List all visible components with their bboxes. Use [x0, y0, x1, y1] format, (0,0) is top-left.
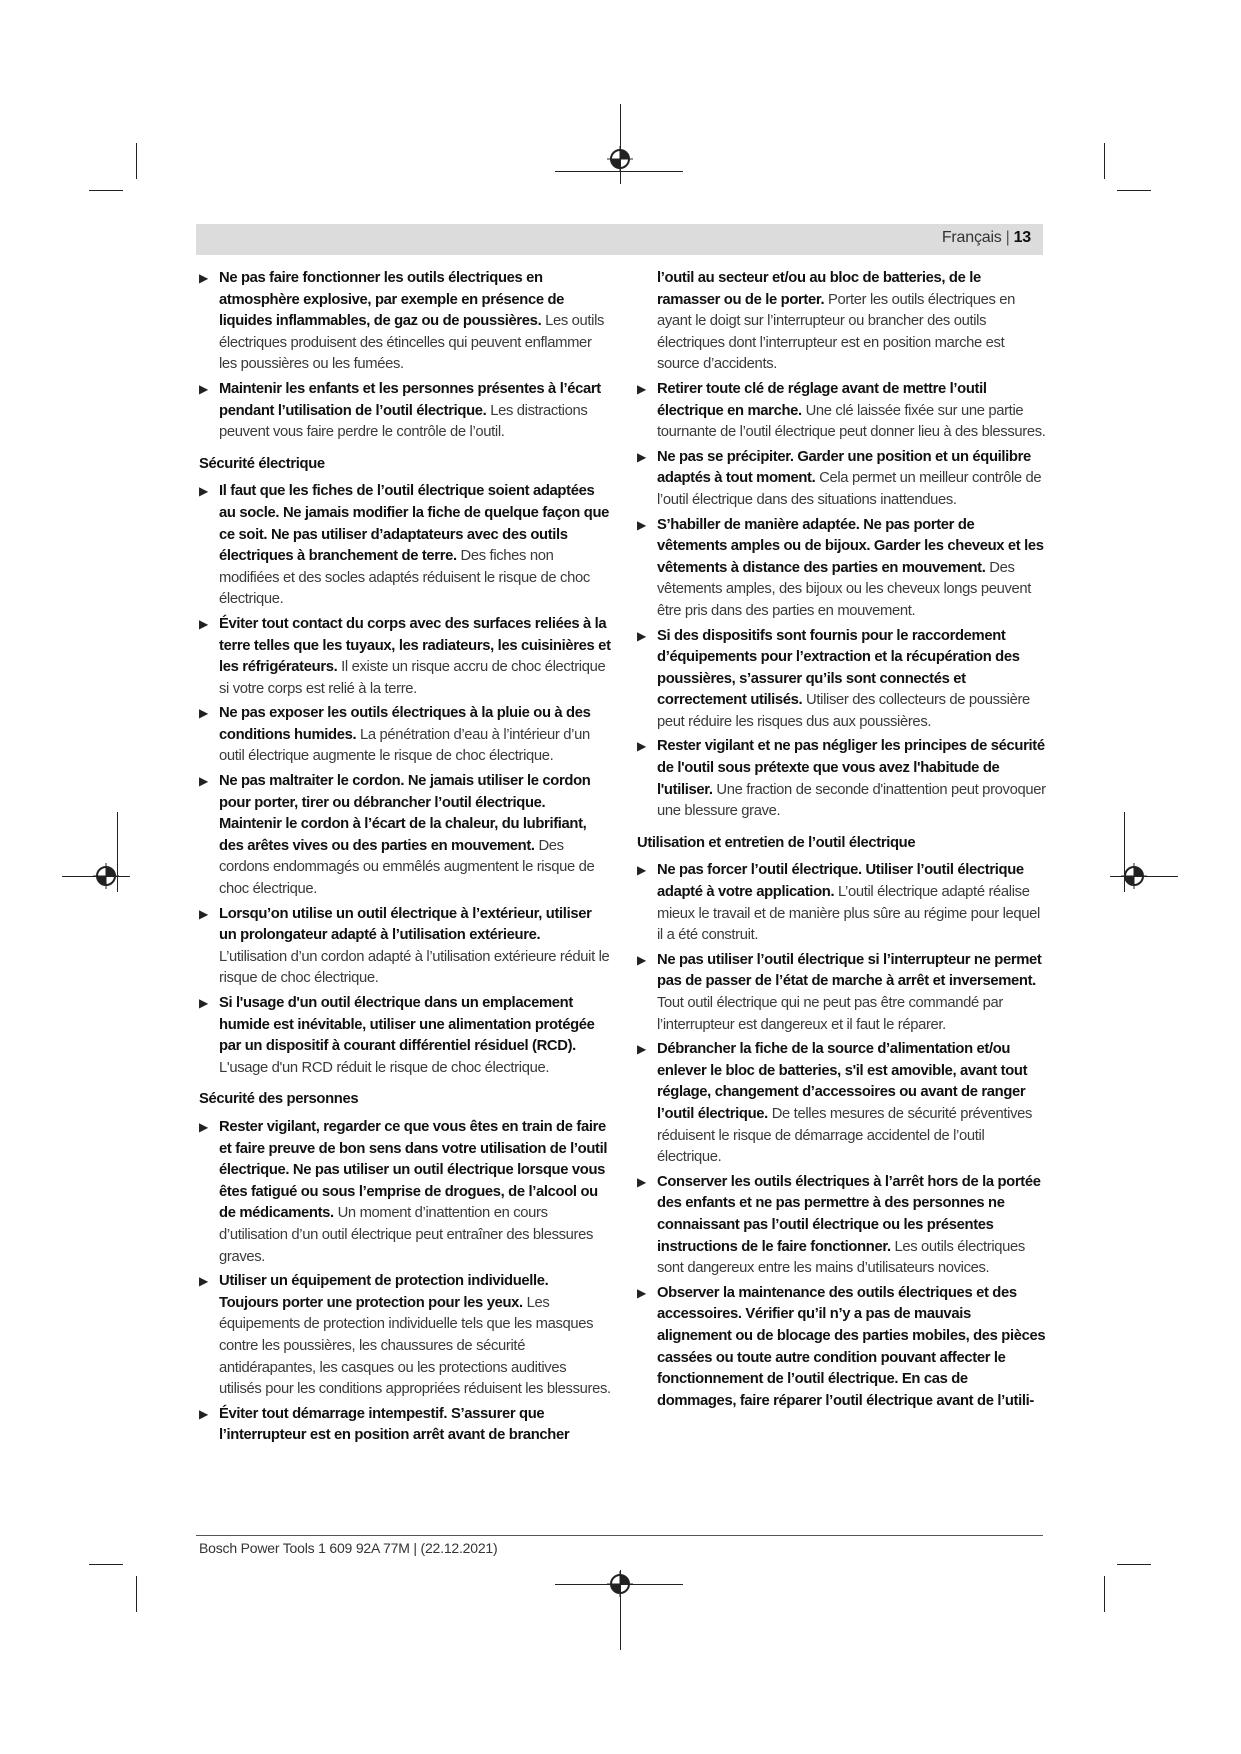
list-item [199, 268, 611, 376]
crop-mark [89, 1564, 123, 1565]
explanation-text: Il existe un risque accru de choc électrique si votre corps est relié à la terre. [219, 659, 606, 697]
section-heading: Sécurité électrique [199, 455, 325, 472]
list-item [637, 515, 1047, 623]
explanation-text: La pénétration d’eau à l’intérieur d’un outil électrique augmente le risque de choc électrique. [219, 726, 590, 765]
instruction-text: l’outil au secteur et/ou au bloc de batteries, de le ramasser ou de le porter. [657, 270, 981, 308]
list-item [199, 614, 611, 700]
instruction-text: Ne pas forcer l’outil électrique. Utiliser l’outil électrique adapté à votre application. [657, 862, 1024, 901]
list-item [637, 860, 1047, 946]
list-item-continuation [657, 268, 1047, 376]
list-item [199, 904, 611, 990]
list-item [199, 1117, 611, 1268]
explanation-text: Une clé laissée fixée sur une partie tournante de l’outil électrique peut donner lieu à des blessures. [657, 402, 1046, 441]
registration-target-icon [607, 146, 633, 172]
crop-mark [136, 143, 137, 179]
bullet-arrow-icon: ▶ [199, 1274, 208, 1289]
bullet-arrow-icon: ▶ [199, 271, 208, 285]
bullet-arrow-icon: ▶ [199, 484, 208, 499]
instruction-text: Conserver les outils électriques à l’arrêt hors de la portée des enfants et ne pas permettre à des personnes ne connaissant pas l’outil électrique ou les présentes instructions de le faire fonctionner. [657, 1173, 1041, 1255]
explanation-text: L’outil électrique adapté réalise mieux le travail et de manière plus sûre au régime pour lequel il a été construit. [657, 884, 1040, 944]
list-item [199, 1271, 611, 1401]
bullet-arrow-icon: ▶ [199, 774, 208, 789]
bullet-arrow-icon: ▶ [199, 706, 208, 721]
instruction-text: Ne pas faire fonctionner les outils électriques en atmosphère explosive, par exemple en présence de liquides inflammables, de gaz ou de poussières. [219, 270, 565, 330]
list-item [637, 626, 1047, 734]
list-item [199, 1404, 611, 1447]
bullet-arrow-icon: ▶ [637, 381, 646, 396]
bullet-arrow-icon: ▶ [637, 1285, 646, 1300]
explanation-text: L’utilisation d’un cordon adapté à l’utilisation extérieure réduit le risque de choc électrique. [219, 948, 610, 987]
instruction-text: Éviter tout démarrage intempestif. S’assurer que l’interrupteur est en position arrêt avant de brancher [219, 1405, 570, 1444]
list-item [637, 950, 1047, 1036]
page-header [196, 224, 1043, 255]
footer-divider [196, 1535, 1043, 1536]
explanation-text: Cela permet un meilleur contrôle de l’outil électrique dans des situations inattendues. [657, 470, 1042, 508]
instruction-text: Maintenir les enfants et les personnes présentes à l’écart pendant l’utilisation de l’outil électrique. [219, 380, 601, 419]
bullet-arrow-icon: ▶ [637, 739, 646, 754]
bullet-arrow-icon: ▶ [637, 863, 646, 878]
bullet-arrow-icon: ▶ [199, 1406, 208, 1421]
list-item [199, 993, 611, 1079]
instruction-text: Rester vigilant, regarder ce que vous êtes en train de faire et faire preuve de bon sens dans votre utilisation de l’outil électrique. Ne pas utiliser un outil électrique lorsque vous êtes fatigué ou sous l’emprise de drogues, de l’alcool ou de médicaments. [219, 1118, 608, 1222]
header-language: Français [941, 229, 1002, 246]
section-heading: Sécurité des personnes [199, 1091, 359, 1108]
instruction-text: Ne pas exposer les outils électriques à la pluie ou à des conditions humides. [219, 705, 591, 743]
registration-target-icon [1121, 863, 1147, 889]
bullet-arrow-icon: ▶ [637, 628, 646, 643]
list-item [637, 736, 1047, 822]
registration-target-icon [93, 863, 119, 889]
crop-mark [1104, 1576, 1105, 1612]
bullet-arrow-icon: ▶ [199, 996, 208, 1010]
instruction-text: Il faut que les fiches de l’outil électrique soient adaptées au socle. Ne jamais modifier la fiche de quelque façon que ce soit. Ne pas utiliser d’adaptateurs avec des outils électriques à branchement de terre. [219, 483, 610, 565]
list-item [199, 379, 611, 444]
explanation-text: Utiliser des collecteurs de poussière peut réduire les risques dus aux poussières. [657, 692, 1030, 730]
instruction-text: Débrancher la fiche de la source d’alimentation et/ou enlever le bloc de batteries, s'il est amovible, avant tout réglage, changement d’accessoires ou avant de ranger l’outil électrique. [657, 1041, 1028, 1122]
explanation-text: Tout outil électrique qui ne peut pas être commandé par l’interrupteur est dangereux et il faut le réparer. [657, 995, 1003, 1033]
list-item [637, 1172, 1047, 1280]
list-item [199, 481, 611, 611]
right-column [637, 268, 1047, 1415]
explanation-text: De telles mesures de sécurité préventives réduisent le risque de démarrage accidentel de l’outil électrique. [657, 1105, 1033, 1166]
bullet-arrow-icon: ▶ [199, 381, 208, 396]
list-item [637, 379, 1047, 444]
bullet-arrow-icon: ▶ [637, 952, 646, 967]
registration-target-icon [607, 1571, 633, 1597]
explanation-text: Un moment d’inattention en cours d’utilisation d’un outil électrique peut entraîner des blessures graves. [219, 1205, 594, 1265]
page-footer: Bosch Power Tools 1 609 92A 77M | (22.12.2021) [199, 1540, 498, 1556]
bullet-arrow-icon: ▶ [199, 1119, 208, 1134]
crop-mark [1104, 143, 1105, 179]
explanation-text: Les outils électriques produisent des étincelles qui peuvent enflammer les poussières ou les fumées. [219, 313, 605, 373]
instruction-text: Éviter tout contact du corps avec des surfaces reliées à la terre telles que les tuyaux, les radiateurs, les cuisinières et les réfrigérateurs. [219, 615, 611, 676]
section-heading: Utilisation et entretien de l’outil électrique [637, 834, 916, 851]
instruction-text: Rester vigilant et ne pas négliger les principes de sécurité de l'outil sous prétexte que vous avez l'habitude de l'utiliser. [657, 738, 1045, 798]
page-number: 13 [1013, 229, 1031, 246]
explanation-text: L'usage d'un RCD réduit le risque de choc électrique. [219, 1059, 550, 1076]
crop-mark [89, 190, 123, 191]
list-item [199, 703, 611, 768]
left-column [199, 268, 611, 1450]
bullet-arrow-icon: ▶ [637, 1174, 646, 1189]
explanation-text: Les distractions peuvent vous faire perdre le contrôle de l’outil. [219, 402, 588, 441]
instruction-text: S’habiller de manière adaptée. Ne pas porter de vêtements amples ou de bijoux. Garder les cheveux et les vêtements à distance des parties en mouvement. [657, 516, 1044, 576]
crop-mark [1117, 190, 1151, 191]
list-item [199, 771, 611, 901]
explanation-text: Des cordons endommagés ou emmêlés augmentent le risque de choc électrique. [219, 837, 595, 898]
explanation-text: Une fraction de seconde d'inattention peut provoquer une blessure grave. [657, 781, 1046, 820]
list-item [637, 447, 1047, 512]
bullet-arrow-icon: ▶ [199, 906, 208, 921]
instruction-text: Ne pas utiliser l’outil électrique si l’interrupteur ne permet pas de passer de l’état de marche à arrêt et inversement. [657, 951, 1042, 990]
header-separator: | [1005, 229, 1010, 246]
list-item [637, 1039, 1047, 1169]
crop-mark [136, 1576, 137, 1612]
instruction-text: Ne pas se précipiter. Garder une position et un équilibre adaptés à tout moment. [657, 448, 1031, 487]
instruction-text: Retirer toute clé de réglage avant de mettre l’outil électrique en marche. [657, 380, 987, 419]
bullet-arrow-icon: ▶ [637, 517, 646, 532]
explanation-text: Des vêtements amples, des bijoux ou les cheveux longs peuvent être pris dans des parties en mouvement. [657, 559, 1032, 619]
instruction-text: Utiliser un équipement de protection individuelle. Toujours porter une protection pour les yeux. [219, 1273, 549, 1311]
crop-mark [1117, 1564, 1151, 1565]
bullet-arrow-icon: ▶ [637, 1042, 646, 1057]
instruction-text: Si l'usage d'un outil électrique dans un emplacement humide est inévitable, utiliser une alimentation protégée par un dispositif à courant différentiel résiduel (RCD). [219, 995, 595, 1055]
bullet-arrow-icon: ▶ [199, 616, 208, 631]
instruction-text: Si des dispositifs sont fournis pour le raccordement d’équipements pour l’extraction et la récupération des poussières, s’assurer qu’ils sont connectés et correctement utilisés. [657, 627, 1020, 709]
explanation-text: Les équipements de protection individuelle tels que les masques contre les poussières, les chaussures de sécurité antidérapantes, les casques ou les protections auditives utilisés pour les conditions appropriées réduisent les blessures. [219, 1294, 611, 1398]
explanation-text: Des fiches non modifiées et des socles adaptés réduisent le risque de choc électrique. [219, 548, 590, 608]
instruction-text: Lorsqu’on utilise un outil électrique à l’extérieur, utiliser un prolongateur adapté à l’utilisation extérieure. [219, 905, 592, 944]
instruction-text: Observer la maintenance des outils électriques et des accessoires. Vérifier qu’il n’y a pas de mauvais alignement ou de blocage des parties mobiles, des pièces cassées ou toute autre condition pouvant affecter le fonctionnement de l’outil électrique. En cas de dommages, faire réparer l’outil électrique avant de l’utili- [657, 1284, 1046, 1409]
explanation-text: Les outils électriques sont dangereux entre les mains d’utilisateurs novices. [657, 1238, 1025, 1277]
list-item [637, 1283, 1047, 1413]
crop-mark [620, 104, 621, 184]
instruction-text: Ne pas maltraiter le cordon. Ne jamais utiliser le cordon pour porter, tirer ou débrancher l’outil électrique. Maintenir le cordon à l’écart de la chaleur, du lubrifiant, des arêtes vives ou des parties en mouvement. [219, 773, 591, 854]
header-label [942, 229, 1031, 247]
explanation-text: Porter les outils électriques en ayant le doigt sur l’interrupteur ou brancher des outils électriques dont l’interrupteur est en position marche est source d’accidents. [657, 291, 1016, 373]
bullet-arrow-icon: ▶ [637, 449, 646, 464]
